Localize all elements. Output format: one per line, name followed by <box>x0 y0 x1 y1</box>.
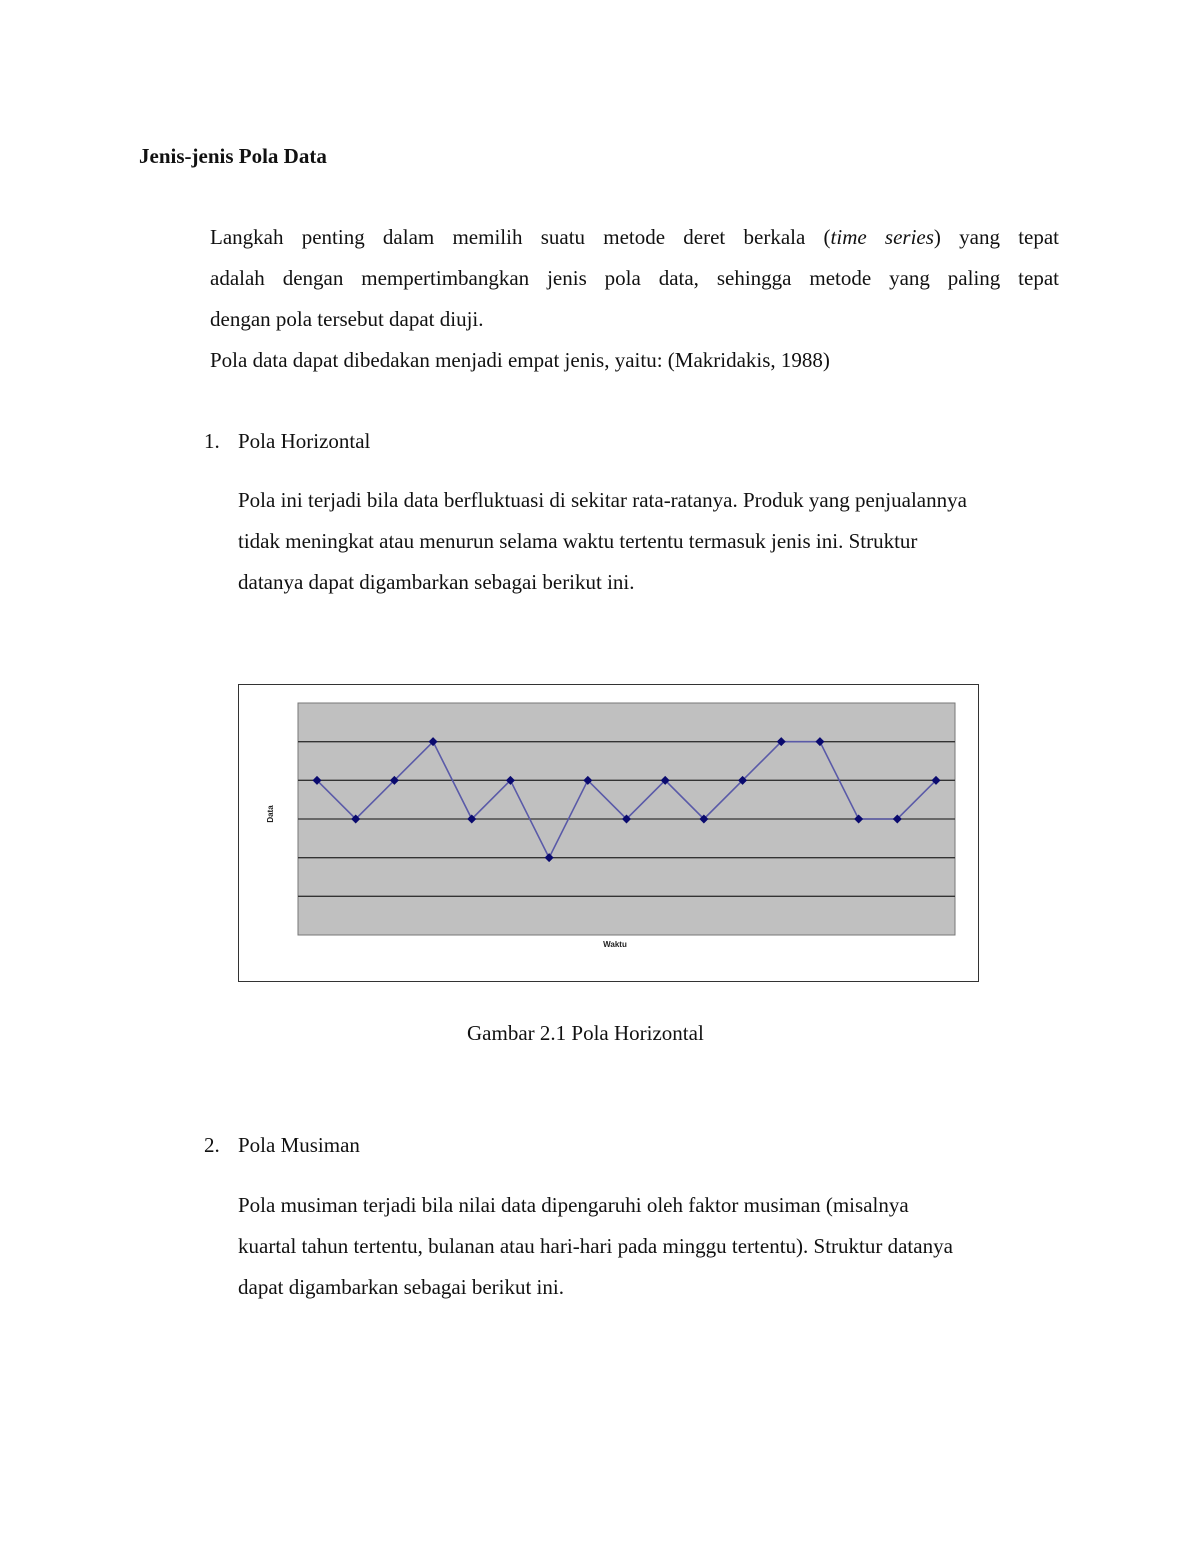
section-1-line-1: Pola ini terjadi bila data berfluktuasi di sekitar rata-ratanya. Produk yang penjualannya <box>238 488 967 512</box>
chart-y-axis-label: Data <box>266 805 275 823</box>
section-1-title: Pola Horizontal <box>238 429 371 453</box>
section-1-paragraph <box>238 480 1058 603</box>
section-2-line-3: dapat digambarkan sebagai berikut ini. <box>238 1275 564 1299</box>
section-2-paragraph <box>238 1185 1058 1308</box>
figure-caption: Gambar 2.1 Pola Horizontal <box>467 1021 704 1045</box>
section-1-line-2: tidak meningkat atau menurun selama waktu tertentu termasuk jenis ini. Struktur <box>238 529 918 553</box>
section-1-number: 1. <box>204 429 220 453</box>
intro-line-3: dengan pola tersebut dapat diuji. <box>210 307 484 331</box>
chart-svg <box>239 685 977 980</box>
section-2-line-1: Pola musiman terjadi bila nilai data dipengaruhi oleh faktor musiman (misalnya <box>238 1193 909 1217</box>
intro-italic-term: time series <box>830 225 934 249</box>
intro-line-1 <box>210 217 1059 258</box>
section-1-line-3: datanya dapat digambarkan sebagai berikut ini. <box>238 570 635 594</box>
intro-line-4: Pola data dapat dibedakan menjadi empat jenis, yaitu: (Makridakis, 1988) <box>210 348 830 372</box>
horizontal-pattern-chart <box>238 684 979 982</box>
section-2-title: Pola Musiman <box>238 1133 360 1157</box>
intro-paragraph <box>210 217 1059 381</box>
intro-line-2: adalah dengan mempertimbangkan jenis pola data, sehingga metode yang paling tepat <box>210 266 1059 290</box>
section-2-number: 2. <box>204 1133 220 1157</box>
chart-x-axis-label: Waktu <box>603 940 627 949</box>
intro-line-1-end: ) yang tepat <box>933 225 1060 249</box>
intro-line-1-start: Langkah penting dalam memilih suatu metode deret berkala ( <box>210 225 831 249</box>
section-2-line-2: kuartal tahun tertentu, bulanan atau hari-hari pada minggu tertentu). Struktur datanya <box>238 1234 953 1258</box>
page-heading: Jenis-jenis Pola Data <box>139 144 327 168</box>
